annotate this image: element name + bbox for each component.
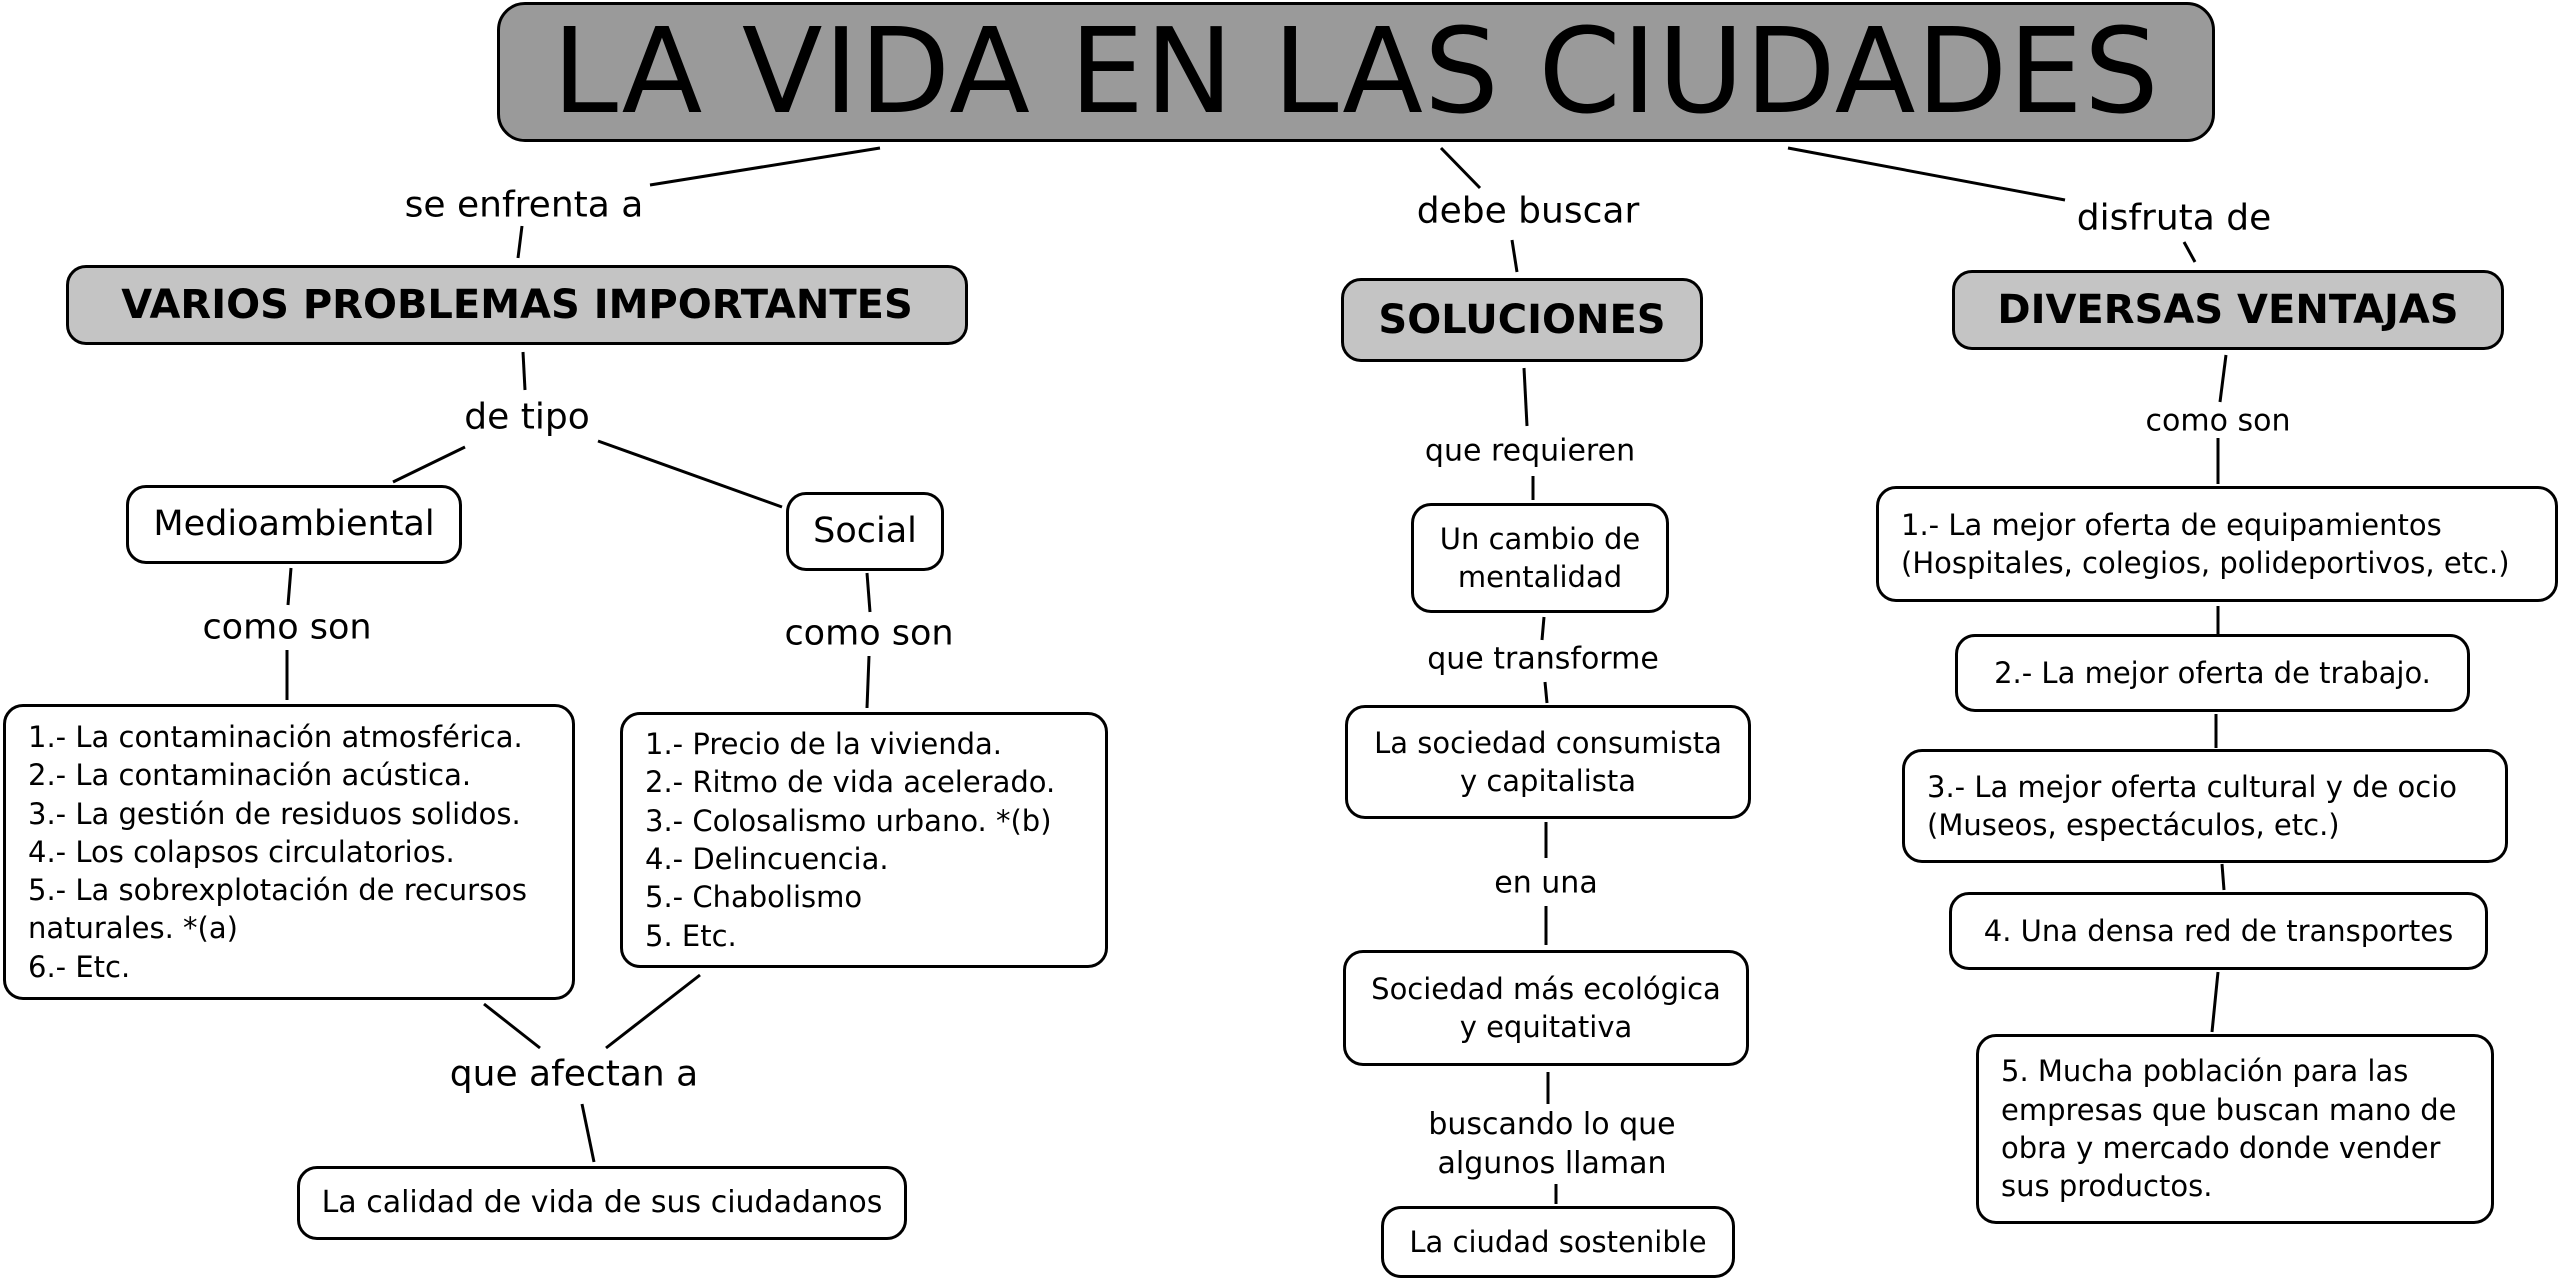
node-social: Social (786, 492, 944, 571)
advantage-item-2: 2.- La mejor oferta de trabajo. (1955, 634, 2470, 712)
category-problems: VARIOS PROBLEMAS IMPORTANTES (66, 265, 968, 345)
advantage-item-1: 1.- La mejor oferta de equipamientos (Hospitales, colegios, polideportivos, etc.) (1876, 486, 2558, 602)
link-type-social (598, 441, 782, 507)
label-como-son-social: como son (784, 613, 954, 654)
node-ciudad-sostenible: La ciudad sostenible (1381, 1206, 1735, 1278)
node-sociedad-consumista: La sociedad consumista y capitalista (1345, 705, 1751, 819)
link-title-problems-b (518, 226, 522, 258)
link-affect-target (582, 1104, 594, 1162)
node-medioambiental: Medioambiental (126, 485, 462, 564)
label-que-requieren: que requieren (1424, 433, 1636, 469)
label-de-tipo: de tipo (464, 396, 590, 438)
label-en-una: en una (1494, 865, 1598, 901)
link-social-como-a (867, 573, 870, 612)
node-calidad-vida: La calidad de vida de sus ciudadanos (297, 1166, 907, 1240)
link-title-solutions-a (1441, 148, 1480, 188)
label-se-enfrenta: se enfrenta a (404, 184, 644, 226)
link-problems-type (523, 352, 525, 390)
advantage-item-5: 5. Mucha población para las empresas que buscan mano de obra y mercado donde vender sus productos. (1976, 1034, 2494, 1224)
advantage-item-3: 3.- La mejor oferta cultural y de ocio (Museos, espectáculos, etc.) (1902, 749, 2508, 863)
link-item4-item5 (2212, 972, 2218, 1032)
link-type-medio (393, 447, 465, 482)
link-social-affect (606, 975, 700, 1048)
label-como-son-medio: como son (202, 607, 372, 648)
link-advantages-as (2220, 355, 2226, 402)
main-title (497, 2, 2215, 142)
label-debe-buscar: debe buscar (1416, 190, 1640, 232)
category-solutions: SOLUCIONES (1341, 278, 1703, 362)
main-title-text: LA VIDA EN LAS CIUDADES (552, 2, 2160, 141)
list-social: 1.- Precio de la vivienda. 2.- Ritmo de vida acelerado. 3.- Colosalismo urbano. *(b) 4.- Delincuencia. 5.- Chabolismo 5. Etc. (620, 712, 1108, 968)
link-medio-affect (484, 1004, 540, 1048)
advantage-item-4: 4. Una densa red de transportes (1949, 892, 2488, 970)
link-change-transform (1542, 617, 1544, 640)
node-cambio-mentalidad: Un cambio de mentalidad (1411, 503, 1669, 613)
node-sociedad-ecologica: Sociedad más ecológica y equitativa (1343, 950, 1749, 1066)
link-transform-society (1545, 682, 1547, 703)
label-disfruta-de: disfruta de (2076, 197, 2272, 239)
link-social-como-b (867, 656, 869, 708)
link-title-problems-a (650, 148, 880, 185)
link-item3-item4 (2222, 864, 2224, 890)
link-title-advantages-b (2184, 242, 2195, 262)
link-title-solutions-b (1512, 240, 1517, 272)
label-que-transforme: que transforme (1427, 641, 1659, 677)
label-como-son-ventajas: como son (2145, 403, 2291, 439)
list-medioambiental: 1.- La contaminación atmosférica. 2.- La contaminación acústica. 3.- La gestión de residuos solidos. 4.- Los colapsos circulatorios. 5.- La sobrexplotación de recursos naturales. *(a) 6.- Etc. (3, 704, 575, 1000)
label-que-afectan: que afectan a (449, 1053, 699, 1095)
link-medio-como-a (288, 568, 291, 605)
label-buscando: buscando lo que algunos llaman (1428, 1107, 1676, 1181)
link-solutions-requires (1524, 368, 1527, 426)
category-advantages: DIVERSAS VENTAJAS (1952, 270, 2504, 350)
link-title-advantages-a (1788, 148, 2065, 200)
